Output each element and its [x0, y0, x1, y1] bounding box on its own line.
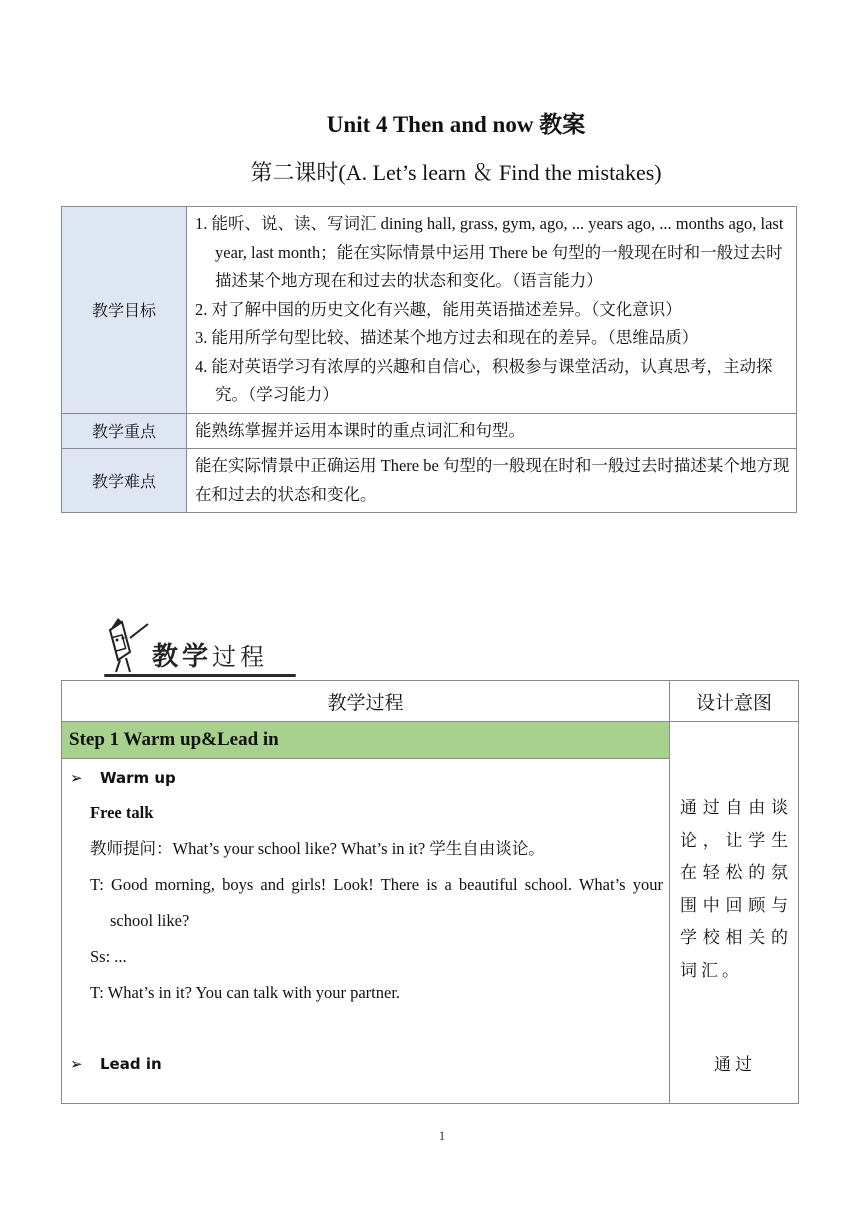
table-row — [62, 449, 797, 513]
text-line: 教师提问：What’s your school like? What’s in it? 学生自由谈论。 — [90, 839, 545, 858]
document-title: Unit 4 Then and now 教案 — [326, 112, 586, 137]
key-points-content: 能熟练掌握并运用本课时的重点词汇和句型。 — [187, 413, 797, 449]
goals-label: 教学目标 — [62, 207, 187, 414]
design-intent — [670, 722, 799, 1104]
arrow-bullet-icon: ➢ — [70, 769, 83, 787]
intent-text: 通过自由谈论，让学生在轻松的氛围中回顾与学校相关的词汇。 — [680, 798, 792, 980]
banner-underline — [104, 674, 296, 677]
table-row — [62, 207, 797, 414]
process-header: 教学过程 — [62, 681, 670, 722]
free-talk-heading: Free talk — [90, 803, 154, 822]
list-item: 2. 对了解中国的历史文化有兴趣，能用英语描述差异。（文化意识） — [195, 299, 682, 319]
goals-table — [61, 206, 797, 513]
bullet-warm-up: ➢ Warm up — [70, 769, 176, 787]
section-heading: 教学过程 — [152, 642, 269, 672]
text-line: Ss: ... — [90, 947, 127, 966]
intent-header: 设计意图 — [670, 681, 799, 722]
goals-content — [187, 207, 797, 414]
text-line: T: What’s in it? You can talk with your partner. — [90, 983, 401, 1002]
list-item: 1. 能听、说、读、写词汇 dining hall, grass, gym, ago, ... years ago, ... months ago, last year, last month；能在实际情景中运用 There be 句型的一般现在时和一般过去时描述某个地方现在和过去的状态和变化。（语言能力） — [195, 214, 784, 290]
document-subtitle: 第二课时(A. Let’s learn ＆ Find the mistakes) — [250, 160, 662, 185]
intent-text-next: 通过 — [714, 1055, 756, 1074]
section-banner — [100, 618, 300, 680]
arrow-bullet-icon: ➢ — [70, 1055, 83, 1073]
difficulties-label: 教学难点 — [62, 449, 187, 513]
table-row — [62, 681, 799, 722]
key-points-label: 教学重点 — [62, 413, 187, 449]
step-content — [62, 759, 670, 1104]
process-table — [61, 680, 799, 1104]
table-row — [62, 722, 799, 759]
table-row — [62, 413, 797, 449]
bullet-lead-in: ➢ Lead in — [70, 1055, 162, 1073]
step-title: Step 1 Warm up&Lead in — [62, 722, 670, 759]
list-item: 4. 能对英语学习有浓厚的兴趣和自信心，积极参与课堂活动，认真思考，主动探究。（学习能力） — [195, 356, 773, 404]
pencil-mascot-icon — [100, 618, 152, 678]
page-number: 1 — [438, 1128, 446, 1143]
difficulties-content: 能在实际情景中正确运用 There be 句型的一般现在时和一般过去时描述某个地方现在和过去的状态和变化。 — [187, 449, 797, 513]
list-item: 3. 能用所学句型比较、描述某个地方过去和现在的差异。（思维品质） — [195, 328, 699, 347]
text-line: T: Good morning, boys and girls! Look! There is a beautiful school. What’s your school like? — [90, 875, 663, 930]
